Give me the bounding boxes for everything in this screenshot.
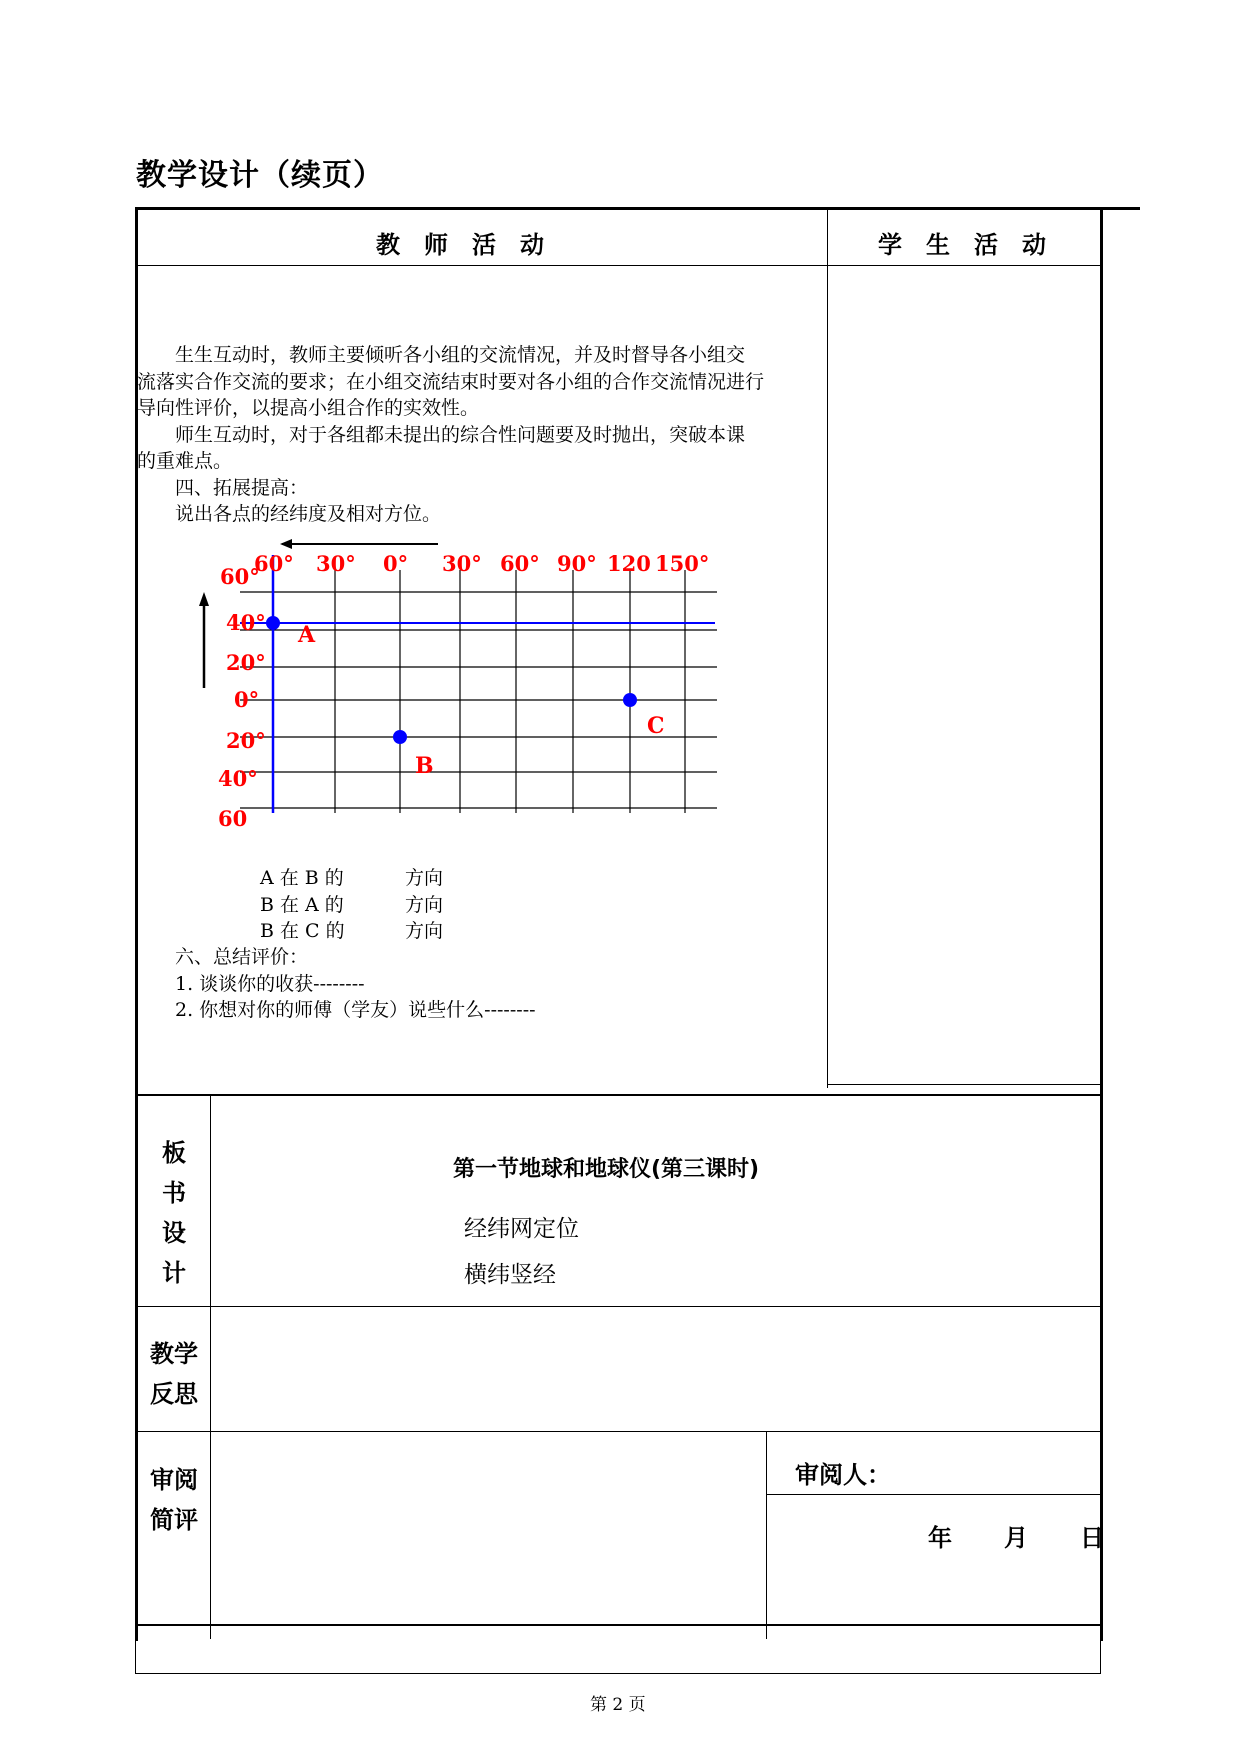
west-arrow-head: [280, 539, 292, 549]
board-design-label-chars: [152, 1133, 196, 1293]
question-row: [260, 892, 660, 919]
board-label-char: 板: [162, 1138, 186, 1167]
direction-label: 方向: [405, 920, 444, 942]
date-day: 日: [1080, 1523, 1104, 1552]
latitude-label: 40°: [218, 766, 258, 791]
latitude-label: 60°: [220, 564, 260, 589]
review-label-line: 审阅: [150, 1465, 198, 1494]
board-line-2: 横纬竖经: [464, 1262, 556, 1288]
longitude-label: 30°: [316, 551, 356, 576]
direction-label: 方向: [405, 867, 444, 889]
teacher-activity-text: [137, 342, 827, 528]
point-a-label: A: [298, 622, 316, 648]
board-label-char: 设: [162, 1218, 186, 1247]
latitude-label: 20°: [226, 650, 266, 675]
question-row: [260, 865, 660, 892]
longitude-label: 150°: [655, 551, 710, 576]
review-label-line: 简评: [150, 1505, 198, 1534]
point-c-label: C: [647, 713, 665, 739]
reflection-label-line: 教学: [150, 1339, 198, 1368]
point-a-marker: [266, 616, 280, 630]
date-year: 年: [928, 1523, 952, 1552]
summary-item: 1. 谈谈你的收获--------: [137, 972, 365, 995]
latitude-label: 60: [218, 806, 248, 831]
question-b-a: B 在 A 的: [260, 893, 344, 916]
page-number: 第 2 页: [590, 1695, 646, 1715]
board-line-1: 经纬网定位: [464, 1216, 579, 1242]
section-heading: 六、总结评价：: [137, 946, 309, 968]
teacher-activity-header: 教 师 活 动: [376, 230, 544, 259]
student-activity-header: 学 生 活 动: [878, 230, 1046, 259]
summary-section: [137, 944, 827, 1024]
board-design-label: [152, 1133, 196, 1293]
reflection-label-line: 反思: [150, 1379, 198, 1408]
direction-label: 方向: [405, 893, 444, 916]
board-title: 第一节地球和地球仪(第三课时): [453, 1157, 760, 1182]
point-b-marker: [393, 730, 407, 744]
point-c-marker: [623, 693, 637, 707]
longitude-label: 90°: [557, 551, 597, 576]
longitude-label: 30°: [442, 551, 482, 576]
longitude-label: 0°: [383, 551, 409, 576]
reflection-label: [145, 1334, 203, 1414]
latitude-label: 40°: [226, 610, 266, 635]
grid-lines: [240, 570, 717, 813]
date-month: 月: [1004, 1523, 1028, 1552]
review-label: [145, 1460, 203, 1540]
question-a-b: A 在 B 的: [260, 867, 344, 889]
longitude-label: 120: [607, 551, 651, 576]
paragraph-line: 师生互动时，对于各组都未提出的综合性问题要及时抛出，突破本课: [137, 423, 746, 446]
question-row: [260, 918, 660, 945]
paragraph-line: 流落实合作交流的要求；在小组交流结束时要对各小组的合作交流情况进行: [137, 370, 765, 393]
longitude-label: 60°: [500, 551, 540, 576]
summary-item: 2. 你想对你的师傅（学友）说些什么--------: [137, 999, 536, 1021]
paragraph-line: 生生互动时，教师主要倾听各小组的交流情况，并及时督导各小组交: [137, 344, 746, 366]
board-label-char: 计: [162, 1258, 186, 1287]
latitude-label: 0°: [234, 687, 260, 712]
task-text: 说出各点的经纬度及相对方位。: [137, 503, 442, 525]
paragraph-line: 导向性评价，以提高小组合作的实效性。: [137, 397, 480, 419]
section-heading: 四、拓展提高：: [137, 476, 309, 499]
paragraph-line: 的重难点。: [137, 450, 233, 472]
longitude-labels: [254, 551, 709, 576]
points: [266, 616, 665, 779]
question-b-c: B 在 C 的: [260, 920, 345, 942]
point-b-label: B: [415, 753, 434, 779]
north-arrow-head: [199, 592, 209, 606]
direction-questions: [260, 865, 660, 945]
longitude-label: 60°: [254, 551, 294, 576]
lat-lon-grid-figure: [190, 530, 820, 840]
latitude-labels: [218, 564, 266, 831]
blue-guide-lines: [240, 555, 715, 813]
reviewer-label: 审阅人：: [795, 1460, 891, 1489]
page-title: 教学设计（续页）: [136, 158, 384, 193]
latitude-label: 20°: [226, 728, 266, 753]
board-label-char: 书: [162, 1178, 186, 1207]
